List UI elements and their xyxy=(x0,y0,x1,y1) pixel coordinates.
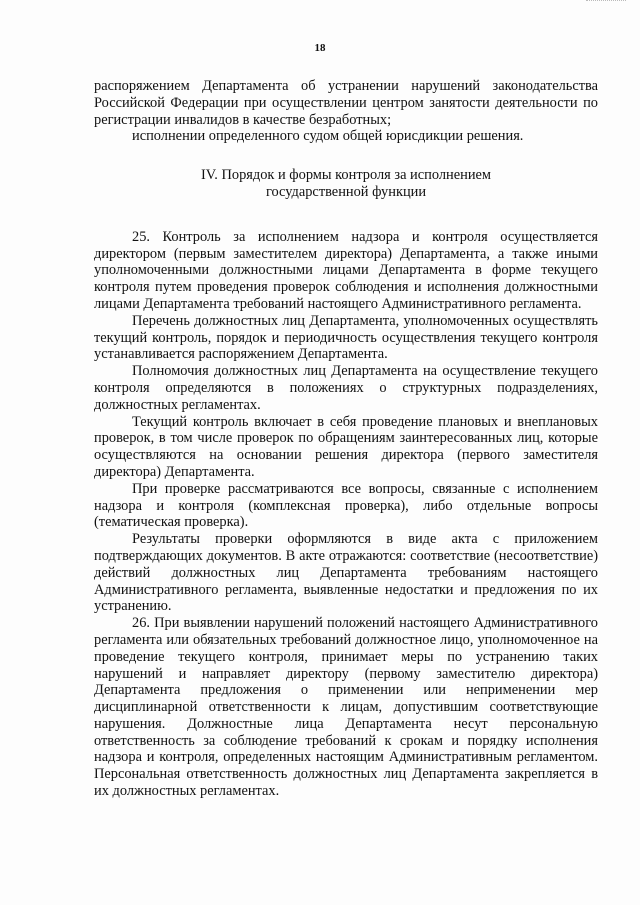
paragraph-list-item: исполнении определенного судом общей юрисдикции решения. xyxy=(132,128,524,145)
page-number: 18 xyxy=(314,42,326,54)
paragraph-inspection-results: Результаты проверки оформляются в виде акта с приложением подтверждающих документов. В акте отражаются: соответствие (несоответствие) действий должностных лиц Департамента требованиям настоящего Административного регламента, выявленные недостатки и предложения по их устранению. xyxy=(94,531,598,615)
section-heading xyxy=(94,167,598,201)
section-heading-line-1: IV. Порядок и формы контроля за исполнением xyxy=(200,167,492,184)
document-body xyxy=(94,78,598,800)
paragraph-25: 25. Контроль за исполнением надзора и контроля осуществляется директором (первым заместителем директора) Департамента, а также иными уполномоченными должностными лицами Департамента в форме текущего контроля путем проведения проверок соблюдения и исполнения должностными лицами Департамента требований настоящего Административного регламента. xyxy=(94,228,598,312)
section-heading-line-2: государственной функции xyxy=(265,183,427,200)
paragraph-continuation: распоряжением Департамента об устранении нарушений законодательства Российской Федерации при осуществлении центром занятости деятельности по регистрации инвалидов в качестве безработных; xyxy=(94,78,598,128)
paragraph-authority: Полномочия должностных лиц Департамента на осуществление текущего контроля определяются в положениях о структурных подразделениях, должностных регламентах. xyxy=(94,363,598,413)
paragraph-officials-list: Перечень должностных лиц Департамента, уполномоченных осуществлять текущий контроль, порядок и периодичность осуществления текущего контроля устанавливается распоряжением Департамента. xyxy=(94,312,598,363)
paragraph-26: 26. При выявлении нарушений положений настоящего Административного регламента или обязательных требований должностное лицо, уполномоченное на проведение текущего контроля, принимает меры по устранению таких нарушений и направляет директору (первому заместителю директора) Департамента предложения о применении или неприменении мер дисциплинарной ответственности к лицам, допустившим соответствующие нарушения. Должностные лица Департамента несут персональную ответственность за соблюдение требований к срокам и порядку исполнения надзора и контроля, определенных настоящим Административным регламентом. Персональная ответственность должностных лиц Департамента закрепляется в их должностных регламентах. xyxy=(94,615,598,800)
paragraph-current-control: Текущий контроль включает в себя проведение плановых и внеплановых проверок, в том числе проверок по обращениям заинтересованных лиц, которые осуществляются на основании решения директора (первого заместителя директора) Департамента. xyxy=(94,413,598,480)
scan-corner-mark xyxy=(586,0,626,4)
paragraph-inspection-scope: При проверке рассматриваются все вопросы, связанные с исполнением надзора и контроля (комплексная проверка), либо отдельные вопросы (тематическая проверка). xyxy=(94,480,598,531)
